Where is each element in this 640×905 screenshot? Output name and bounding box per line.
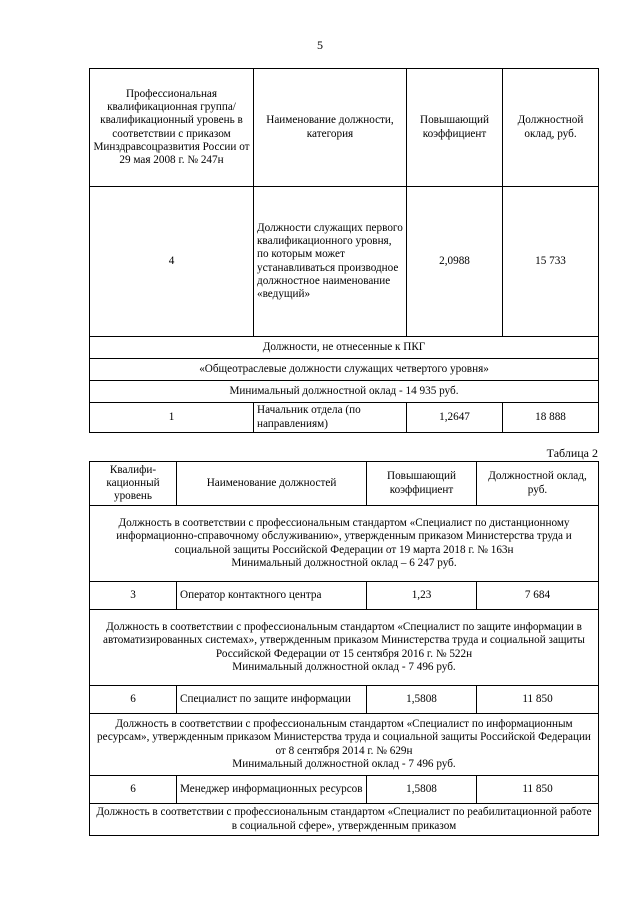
header-salary: Должностной оклад, руб. bbox=[477, 462, 599, 506]
section-not-in-pkg: Должности, не отнесенные к ПКГ bbox=[90, 337, 599, 359]
table-1 bbox=[89, 68, 599, 433]
table-2-header-row bbox=[90, 462, 599, 506]
table-row bbox=[90, 403, 599, 433]
cell-coefficient: 2,0988 bbox=[407, 187, 503, 337]
table-row bbox=[90, 776, 599, 804]
standard-row bbox=[90, 506, 599, 582]
table-row bbox=[90, 187, 599, 337]
standard-text: Должность в соответствии с профессиональным стандартом «Специалист по дистанционному информационно-справочному обслуживанию», утвержденным приказом Министерства труда и социальной защиты Российской Федерации от 19 марта 2018 г. № 163н bbox=[116, 517, 572, 556]
cell-position: Начальник отдела (по направлениям) bbox=[254, 403, 407, 433]
cell-salary: 18 888 bbox=[503, 403, 599, 433]
section-row bbox=[90, 337, 599, 359]
section-fourth-level: «Общеотраслевые должности служащих четвертого уровня» bbox=[90, 359, 599, 381]
standard-row bbox=[90, 610, 599, 686]
header-position-name: Наименование должности, категория bbox=[254, 69, 407, 187]
table-1-header-row bbox=[90, 69, 599, 187]
standard-text: Должность в соответствии с профессиональным стандартом «Специалист по информационным ресурсам», утвержденным приказом Министерства труда и социальной защиты Российской Федерации от 8 сентября 2014 г. № 629н bbox=[97, 718, 591, 757]
standard-text: Должность в соответствии с профессиональным стандартом «Специалист по реабилитационной работе в социальной сфере», утвержденным приказом bbox=[90, 804, 599, 836]
header-salary: Должностной оклад, руб. bbox=[503, 69, 599, 187]
cell-coefficient: 1,23 bbox=[367, 582, 477, 610]
standard-text: Должность в соответствии с профессиональным стандартом «Специалист по защите информации в автоматизированных системах», утвержденным приказом Министерства труда и социальной защиты Российской Федерации от 15 сентября 2016 г. № 522н bbox=[103, 621, 585, 660]
standard-row bbox=[90, 804, 599, 836]
cell-level: 3 bbox=[90, 582, 177, 610]
min-salary-text: Минимальный должностной оклад – 6 247 руб. bbox=[231, 556, 457, 569]
cell-position: Должности служащих первого квалификационного уровня, по которым может устанавливаться производное должностное наименование «ведущий» bbox=[254, 187, 407, 337]
cell-salary: 15 733 bbox=[503, 187, 599, 337]
cell-level: 6 bbox=[90, 686, 177, 714]
header-qualification-level: Квалифи-кационный уровень bbox=[90, 462, 177, 506]
section-row bbox=[90, 381, 599, 403]
cell-coefficient: 1,2647 bbox=[407, 403, 503, 433]
cell-level: 1 bbox=[90, 403, 254, 433]
header-qualification-group: Профессиональная квалификационная группа/квалификационный уровень в соответствии с приказом Минздравсоцразвития России от 29 мая 2008 г. № 247н bbox=[90, 69, 254, 187]
cell-salary: 7 684 bbox=[477, 582, 599, 610]
header-coefficient: Повышающий коэффициент bbox=[407, 69, 503, 187]
min-salary-text: Минимальный должностной оклад - 7 496 руб. bbox=[232, 757, 456, 770]
cell-salary: 11 850 bbox=[477, 776, 599, 804]
cell-level: 4 bbox=[90, 187, 254, 337]
cell-position: Специалист по защите информации bbox=[177, 686, 367, 714]
table-row bbox=[90, 582, 599, 610]
table-2 bbox=[89, 461, 599, 836]
section-min-salary: Минимальный должностной оклад - 14 935 руб. bbox=[90, 381, 599, 403]
min-salary-text: Минимальный должностной оклад - 7 496 руб. bbox=[232, 660, 456, 673]
table-row bbox=[90, 686, 599, 714]
header-coefficient: Повышающий коэффициент bbox=[367, 462, 477, 506]
section-row bbox=[90, 359, 599, 381]
cell-level: 6 bbox=[90, 776, 177, 804]
cell-salary: 11 850 bbox=[477, 686, 599, 714]
cell-position: Оператор контактного центра bbox=[177, 582, 367, 610]
standard-row bbox=[90, 714, 599, 776]
header-position-names: Наименование должностей bbox=[177, 462, 367, 506]
cell-position: Менеджер информационных ресурсов bbox=[177, 776, 367, 804]
cell-coefficient: 1,5808 bbox=[367, 686, 477, 714]
table-2-caption: Таблица 2 bbox=[546, 446, 598, 460]
page-number: 5 bbox=[317, 38, 323, 52]
cell-coefficient: 1,5808 bbox=[367, 776, 477, 804]
